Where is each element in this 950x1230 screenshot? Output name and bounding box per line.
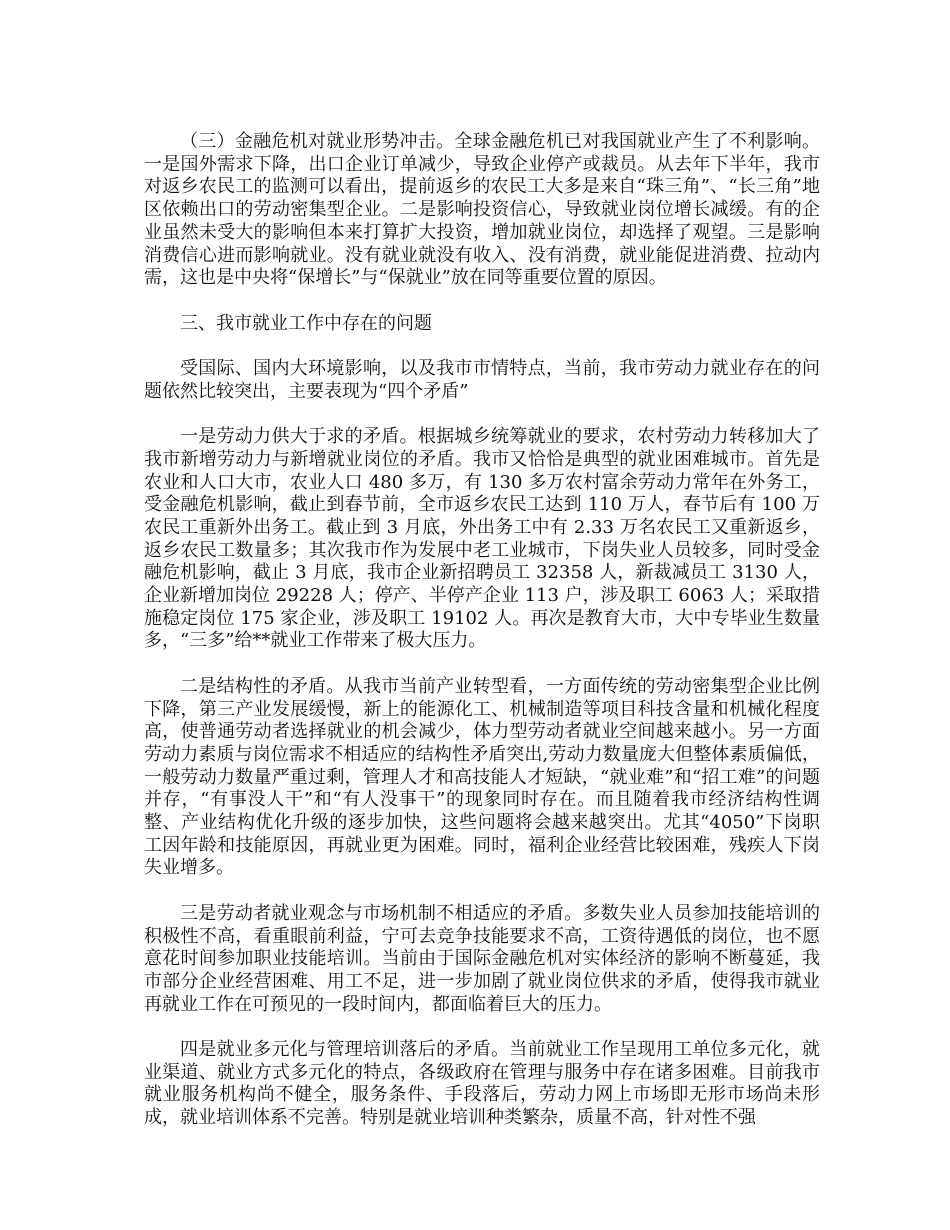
paragraph-intro: 受国际、国内大环境影响，以及我市市情特点，当前，我市劳动力就业存在的问题依然比较突出，主要表现为“四个矛盾” <box>144 358 820 402</box>
section-heading: 三、我市就业工作中存在的问题 <box>180 312 432 334</box>
document-body <box>144 131 820 1153</box>
paragraph-contradiction-1: 一是劳动力供大于求的矛盾。根据城乡统筹就业的要求，农村劳动力转移加大了我市新增劳动力与新增就业岗位的矛盾。我市又恰恰是典型的就业困难城市。首先是农业和人口大市，农业人口 480 多万，有 130 多万农村富余劳动力常年在外务工，受金融危机影响，截止到春节前，全市返乡农民工达到 110 万人，春节后有 100 万农民工重新外出务工。截止到 3 月底，外出务工中有 2.33 万名农民工又重新返乡，返乡农民工数量多；其次我市作为发展中老工业城市，下岗失业人员较多，同时受金融危机影响，截止 3 月底，我市企业新招聘员工 32358 人，新裁减员工 3130 人，企业新增加岗位 29228 人；停产、半停产企业 113 户，涉及职工 6063 人；采取措施稳定岗位 175 家企业，涉及职工 19102 人。再次是教育大市，大中专毕业生数量多，“三多”给**就业工作带来了极大压力。 <box>144 426 820 652</box>
paragraph-contradiction-2: 二是结构性的矛盾。从我市当前产业转型看，一方面传统的劳动密集型企业比例下降，第三产业发展缓慢，新上的能源化工、机械制造等项目科技含量和机械化程度高，使普通劳动者选择就业的机会减少，体力型劳动者就业空间越来越小。另一方面劳动力素质与岗位需求不相适应的结构性矛盾突出,劳动力数量庞大但整体素质偏低，一般劳动力数量严重过剩，管理人才和高技能人才短缺，“就业难”和“招工难”的问题并存，“有事没人干”和“有人没事干”的现象同时存在。而且随着我市经济结构性调整、产业结构优化升级的逐步加快，这些问题将会越来越突出。尤其“4050”下岗职工因年龄和技能原因，再就业更为困难。同时，福利企业经营比较困难，残疾人下岗失业增多。 <box>144 675 820 879</box>
paragraph-financial-crisis: （三）金融危机对就业形势冲击。全球金融危机已对我国就业产生了不利影响。一是国外需求下降，出口企业订单减少，导致企业停产或裁员。从去年下半年，我市对返乡农民工的监测可以看出，提前返乡的农民工大多是来自“珠三角”、“长三角”地区依赖出口的劳动密集型企业。二是影响投资信心，导致就业岗位增长减缓。有的企业虽然未受大的影响但本来打算扩大投资，增加就业岗位，却选择了观望。三是影响消费信心进而影响就业。没有就业就没有收入、没有消费，就业能促进消费、拉动内需，这也是中央将“保增长”与“保就业”放在同等重要位置的原因。 <box>144 131 820 289</box>
paragraph-contradiction-4: 四是就业多元化与管理培训落后的矛盾。当前就业工作呈现用工单位多元化，就业渠道、就业方式多元化的特点，各级政府在管理与服务中存在诸多困难。目前我市就业服务机构尚不健全，服务条件、手段落后，劳动力网上市场即无形市场尚未形成，就业培训体系不完善。特别是就业培训种类繁杂，质量不高，针对性不强 <box>144 1039 820 1129</box>
paragraph-contradiction-3: 三是劳动者就业观念与市场机制不相适应的矛盾。多数失业人员参加技能培训的积极性不高，看重眼前利益，宁可去竞争技能要求不高，工资待遇低的岗位，也不愿意花时间参加职业技能培训。当前由于国际金融危机对实体经济的影响不断蔓延，我市部分企业经营困难、用工不足，进一步加剧了就业岗位供求的矛盾，使得我市就业再就业工作在可预见的一段时间内，都面临着巨大的压力。 <box>144 902 820 1015</box>
